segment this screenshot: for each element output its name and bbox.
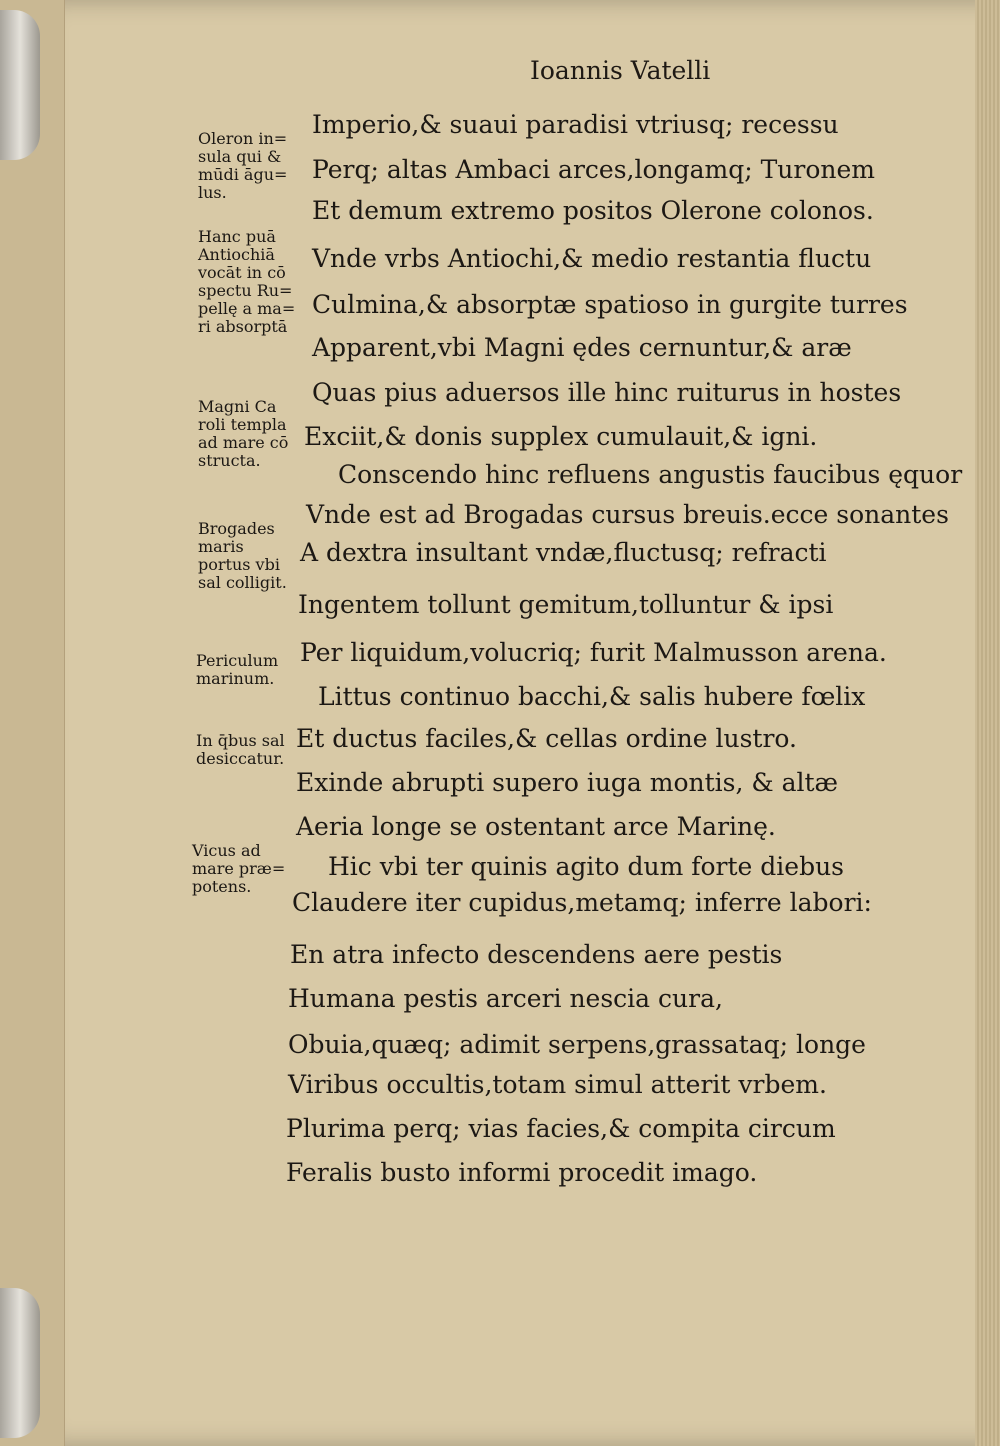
marginal-note-line: maris xyxy=(198,537,244,556)
verse-line: Imperio,& suaui paradisi vtriusq; recessu xyxy=(312,110,839,139)
marginal-note-line: Oleron in= xyxy=(198,129,288,148)
verse-line: Et demum extremo positos Olerone colonos. xyxy=(312,196,874,225)
marginal-note-line: Brogades xyxy=(198,519,275,538)
marginal-note-line: potens. xyxy=(192,877,252,896)
page-gutter xyxy=(0,0,65,1446)
verse-line: Viribus occultis,totam simul atterit vrbem. xyxy=(288,1070,827,1099)
book-clip xyxy=(0,10,40,160)
verse-line: Obuia,quæq; adimit serpens,grassataq; longe xyxy=(288,1030,866,1059)
marginal-note-line: Periculum xyxy=(196,651,279,670)
marginal-note-line: structa. xyxy=(198,451,261,470)
verse-line: Claudere iter cupidus,metamq; inferre labori: xyxy=(292,888,872,917)
marginal-note-line: roli templa xyxy=(198,415,287,434)
marginal-note-line: ri absorptā xyxy=(198,317,288,336)
marginal-note-line: Vicus ad xyxy=(192,841,261,860)
marginal-note xyxy=(196,652,278,688)
marginal-note xyxy=(198,398,288,470)
marginal-note-line: vocāt in cō xyxy=(198,263,286,282)
marginal-note-line: ad mare cō xyxy=(198,433,289,452)
marginal-note xyxy=(192,842,285,896)
verse-line: Plurima perq; vias facies,& compita circum xyxy=(286,1114,836,1143)
marginal-note-line: lus. xyxy=(198,183,227,202)
verse-line: Culmina,& absorptæ spatioso in gurgite turres xyxy=(312,290,908,319)
marginal-note-line: Magni Ca xyxy=(198,397,277,416)
verse-line: Et ductus faciles,& cellas ordine lustro. xyxy=(296,724,797,753)
verse-line: Ingentem tollunt gemitum,tolluntur & ipsi xyxy=(298,590,834,619)
marginal-note xyxy=(196,732,285,768)
verse-line: Perq; altas Ambaci arces,longamq; Turonem xyxy=(312,155,876,184)
book-clip xyxy=(0,1288,40,1438)
marginal-note-line: pellę a ma= xyxy=(198,299,296,318)
verse-line: Exciit,& donis supplex cumulauit,& igni. xyxy=(304,422,818,451)
page-edge xyxy=(975,0,1000,1446)
verse-line: Littus continuo bacchi,& salis hubere fœlix xyxy=(318,682,866,711)
verse-line: Conscendo hinc refluens angustis faucibus ęquor xyxy=(338,460,963,489)
marginal-note-line: mare præ= xyxy=(192,859,286,878)
marginal-note xyxy=(198,520,287,592)
marginal-note-line: spectu Ru= xyxy=(198,281,293,300)
marginal-note-line: desiccatur. xyxy=(196,749,285,768)
marginal-note-line: portus vbi xyxy=(198,555,280,574)
verse-line: En atra infecto descendens aere pestis xyxy=(290,940,783,969)
marginal-note xyxy=(198,228,295,336)
verse-line: Vnde vrbs Antiochi,& medio restantia fluctu xyxy=(312,244,872,273)
verse-line: Quas pius aduersos ille hinc ruiturus in hostes xyxy=(312,378,902,407)
marginal-note-line: sula qui & xyxy=(198,147,282,166)
verse-line: Apparent,vbi Magni ędes cernuntur,& aræ xyxy=(312,333,852,362)
verse-line: Humana pestis arceri nescia cura, xyxy=(288,984,723,1013)
marginal-note-line: Hanc puā xyxy=(198,227,276,246)
marginal-note-line: In q̄bus sal xyxy=(196,731,285,750)
verse-line: Per liquidum,volucriq; furit Malmusson arena. xyxy=(300,638,887,667)
verse-line: Feralis busto informi procedit imago. xyxy=(286,1158,758,1187)
marginal-note-line: sal colligit. xyxy=(198,573,287,592)
verse-line: Hic vbi ter quinis agito dum forte diebus xyxy=(328,852,845,881)
verse-line: Aeria longe se ostentant arce Marinę. xyxy=(296,812,776,841)
running-title: Ioannis Vatelli xyxy=(530,56,711,85)
verse-line: A dextra insultant vndæ,fluctusq; refracti xyxy=(300,538,827,567)
verse-line: Exinde abrupti supero iuga montis, & altæ xyxy=(296,768,839,797)
marginal-note-line: Antiochiā xyxy=(198,245,275,264)
marginal-note-line: mūdi āgu= xyxy=(198,165,288,184)
verse-line: Vnde est ad Brogadas cursus breuis.ecce sonantes xyxy=(306,500,949,529)
marginal-note-line: marinum. xyxy=(196,669,275,688)
marginal-note xyxy=(198,130,287,202)
